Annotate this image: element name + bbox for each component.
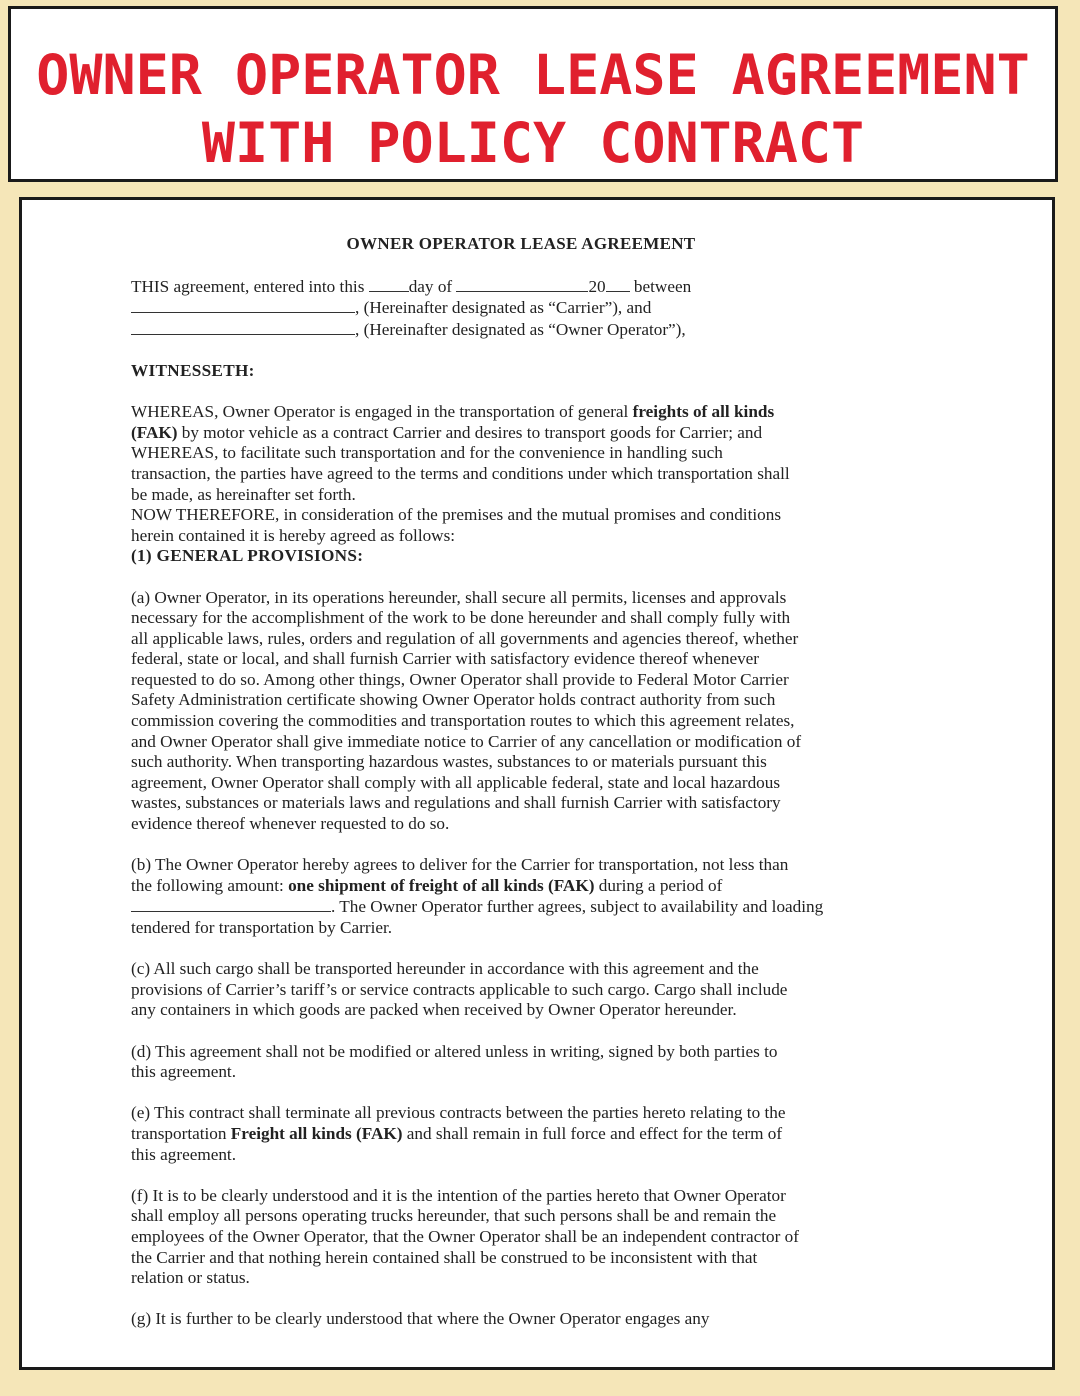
intro-line-3: , (Hereinafter designated as “Owner Operator”),	[131, 319, 931, 341]
document-title: OWNER OPERATOR LEASE AGREEMENT	[346, 234, 696, 253]
document-page	[19, 197, 1055, 1370]
title-banner	[8, 6, 1058, 182]
banner-title-line-1: OWNER OPERATOR LEASE AGREEMENT	[36, 43, 1030, 107]
section-1-heading: (1) GENERAL PROVISIONS:	[131, 546, 364, 566]
document-body	[131, 234, 931, 1330]
whereas-line-1: WHEREAS, Owner Operator is engaged in the transportation of general freights of all kinds	[131, 402, 775, 422]
paragraph-b-line-4: tendered for transportation by Carrier.	[131, 918, 393, 937]
paragraph-d: (d) This agreement shall not be modified or altered unless in writing, signed by both parties to this agreement.	[131, 1041, 778, 1082]
paragraph-e-line-1: (e) This contract shall terminate all previous contracts between the parties hereto relating to the	[131, 1103, 786, 1123]
paragraph-e-line-2: transportation Freight all kinds (FAK) and shall remain in full force and effect for the term of	[131, 1123, 783, 1143]
paragraph-g: (g) It is further to be clearly understood that where the Owner Operator engages any	[131, 1309, 710, 1329]
paragraph-f: (f) It is to be clearly understood and it is the intention of the parties hereto that Owner Operator shall employ all persons operating trucks hereunder, that such persons shall be and remain the employees of the Owner Operator, that the Owner Operator shall be an independent contractor of the Carrier and that nothing herein contained shall be construed to be inconsistent with that relation or status.	[131, 1185, 799, 1288]
paragraph-e-line-3: this agreement.	[131, 1144, 236, 1164]
paragraph-c: (c) All such cargo shall be transported hereunder in accordance with this agreement and the provisions of Carrier’s tariff’s or service contracts applicable to such cargo. Cargo shall include any containers in which goods are packed when received by Owner Operator hereunder.	[131, 959, 788, 1020]
intro-line-1: THIS agreement, entered into this day of 20 between	[131, 276, 692, 296]
whereas-line-2: (FAK) by motor vehicle as a contract Carrier and desires to transport goods for Carrier; and	[131, 422, 763, 442]
paragraph-b-line-2: the following amount: one shipment of freight of all kinds (FAK) during a period of	[131, 875, 723, 895]
paragraph-b-line-3: . The Owner Operator further agrees, subject to availability and loading	[131, 896, 931, 918]
witnesseth-heading: WITNESSETH:	[131, 360, 255, 380]
banner-title-line-2: WITH POLICY CONTRACT	[201, 111, 865, 175]
intro-line-2: , (Hereinafter designated as “Carrier”), and	[131, 297, 931, 319]
paragraph-b-line-1: (b) The Owner Operator hereby agrees to deliver for the Carrier for transportation, not less than	[131, 855, 789, 875]
paragraph-a: (a) Owner Operator, in its operations hereunder, shall secure all permits, licenses and approvals necessary for the accomplishment of the work to be done hereunder and shall comply fully with all applicable laws, rules, orders and regulation of all governments and agencies thereof, whether federal, state or local, and shall furnish Carrier with satisfactory evidence thereof whenever requested to do so. Among other things, Owner Operator shall provide to Federal Motor Carrier Safety Administration certificate showing Owner Operator holds contract authority from such commission covering the commodities and transportation routes to which this agreement relates, and Owner Operator shall give immediate notice to Carrier of any cancellation or modification of such authority. When transporting hazardous wastes, substances to or materials pursuant this agreement, Owner Operator shall comply with all applicable federal, state and local hazardous wastes, substances or materials laws and regulations and shall furnish Carrier with satisfactory evidence thereof whenever requested to do so.	[131, 587, 802, 834]
whereas-rest: WHEREAS, to facilitate such transportation and for the convenience in handling such transaction, the parties have agreed to the terms and conditions under which transportation shall be made, as hereinafter set forth. NOW THEREFORE, in consideration of the premises and the mutual promises and conditions herein contained it is hereby agreed as follows:	[131, 443, 790, 545]
